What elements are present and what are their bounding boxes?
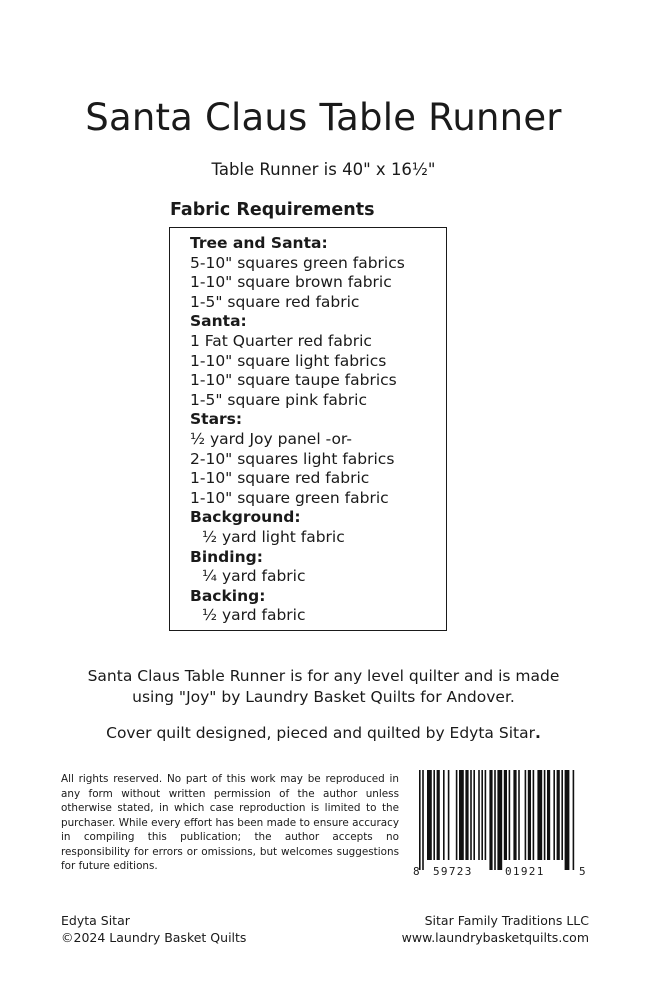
barcode-bar xyxy=(443,770,445,860)
description xyxy=(0,666,647,708)
requirement-item: 5-10" squares green fabrics xyxy=(190,253,405,272)
requirement-heading: Santa: xyxy=(190,312,247,331)
requirement-item: 1-10" square taupe fabrics xyxy=(190,371,397,390)
barcode xyxy=(413,770,588,883)
barcode-bar xyxy=(422,770,424,870)
barcode-bar xyxy=(525,770,527,860)
requirement-item: 1-10" square brown fabric xyxy=(190,273,392,292)
page-title: Santa Claus Table Runner xyxy=(85,96,562,139)
credit-period: . xyxy=(534,724,541,742)
requirement-item: ¼ yard fabric xyxy=(202,567,306,586)
fabric-requirements-box xyxy=(169,227,447,631)
barcode-bar xyxy=(419,770,421,870)
requirement-heading: Background: xyxy=(190,508,301,527)
barcode-right-digits: 01921 xyxy=(505,865,545,878)
requirement-item: ½ yard light fabric xyxy=(202,527,345,546)
barcode-bar xyxy=(547,770,550,860)
barcode-bar xyxy=(494,770,496,870)
footer-author: Edyta Sitar xyxy=(61,913,130,928)
barcode-bar xyxy=(437,770,440,860)
barcode-bar xyxy=(465,770,468,860)
barcode-bar xyxy=(456,770,458,860)
requirement-item: ½ yard Joy panel -or- xyxy=(190,429,352,448)
rights-notice: All rights reserved. No part of this work may be reproduced in any form without written permission of the author unless otherwise stated, in which case reproduction is limited to the purchaser. While every effort has been made to ensure accuracy in compiling this publication; the author accepts no responsibility for errors or omissions, but welcomes suggestions for future editions. xyxy=(61,773,399,872)
barcode-bar xyxy=(537,770,542,860)
footer-company: Sitar Family Traditions LLC xyxy=(424,913,589,928)
barcode-trail-digit: 5 xyxy=(579,865,586,878)
barcode-bar xyxy=(485,770,487,860)
barcode-bar xyxy=(557,770,560,860)
barcode-bars xyxy=(413,770,588,870)
requirement-item: 1-10" square red fabric xyxy=(190,469,370,488)
barcode-bar xyxy=(561,770,563,860)
footer-right xyxy=(402,912,589,946)
designer-credit xyxy=(0,724,647,742)
footer-copyright: ©2024 Laundry Basket Quilts xyxy=(61,930,247,945)
barcode-bar xyxy=(489,770,492,870)
footer-left xyxy=(61,912,246,946)
requirement-item: 1-5" square pink fabric xyxy=(190,390,367,409)
barcode-bar xyxy=(528,770,531,860)
requirement-item: 2-10" squares light fabrics xyxy=(190,449,395,468)
barcode-bar xyxy=(573,770,575,870)
fabric-requirements-heading: Fabric Requirements xyxy=(170,200,375,220)
requirement-item: ½ yard fabric xyxy=(202,606,306,625)
requirement-heading: Binding: xyxy=(190,547,263,566)
credit-text: Cover quilt designed, pieced and quilted by Edyta Sitar xyxy=(106,724,535,742)
barcode-lead-digit: 8 xyxy=(413,865,420,878)
barcode-bar xyxy=(509,770,511,860)
barcode-bar xyxy=(459,770,464,860)
size-subtitle: Table Runner is 40" x 16½" xyxy=(211,160,436,179)
barcode-bar xyxy=(565,770,570,870)
footer-website[interactable]: www.laundrybasketquilts.com xyxy=(401,930,589,945)
barcode-bar xyxy=(497,770,502,870)
requirement-heading: Backing: xyxy=(190,586,266,605)
barcode-bar xyxy=(518,770,520,860)
barcode-bar xyxy=(473,770,475,860)
requirement-item: 1-10" square green fabric xyxy=(190,488,389,507)
barcode-bar xyxy=(533,770,535,860)
barcode-bar xyxy=(448,770,450,860)
barcode-bar xyxy=(427,770,432,860)
barcode-bar xyxy=(478,770,480,860)
barcode-bar xyxy=(433,770,435,860)
barcode-bar xyxy=(544,770,546,860)
barcode-bar xyxy=(481,770,483,860)
requirement-item: 1-5" square red fabric xyxy=(190,292,360,311)
requirement-item: 1 Fat Quarter red fabric xyxy=(190,331,372,350)
barcode-bar xyxy=(470,770,472,860)
requirement-heading: Stars: xyxy=(190,410,243,429)
requirement-heading: Tree and Santa: xyxy=(190,234,328,252)
description-line-2: using "Joy" by Laundry Basket Quilts for Andover. xyxy=(132,688,515,706)
description-line-1: Santa Claus Table Runner is for any level quilter and is made xyxy=(87,667,560,685)
barcode-bar xyxy=(504,770,507,860)
barcode-bar xyxy=(553,770,555,860)
barcode-left-digits: 59723 xyxy=(433,865,473,878)
requirement-item: 1-10" square light fabrics xyxy=(190,351,387,370)
barcode-bar xyxy=(513,770,516,860)
